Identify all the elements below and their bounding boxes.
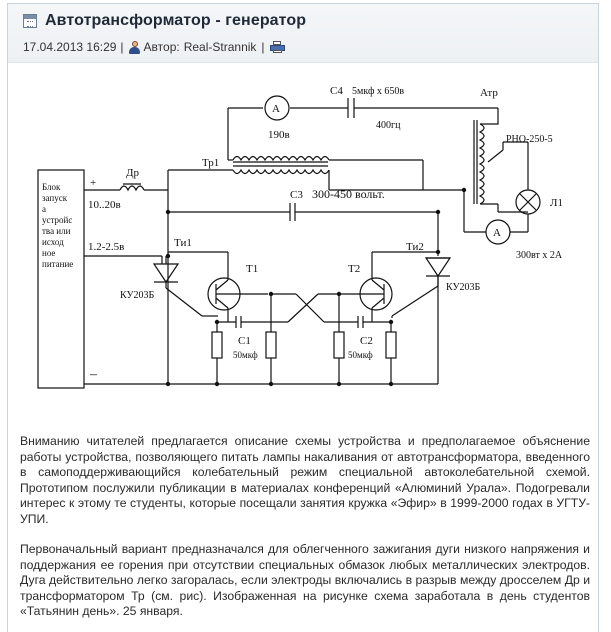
- calendar-icon: [23, 14, 37, 28]
- lamp-label: Л1: [550, 197, 563, 209]
- ammeter-label: A: [493, 227, 501, 239]
- ammeter-label: A: [272, 103, 280, 115]
- autotransformer-label: Атр: [480, 87, 498, 99]
- c3-value: 300-450 вольт.: [312, 187, 385, 201]
- c1-value: 50мкф: [233, 350, 258, 360]
- thyristor1-model: КУ203Б: [120, 290, 155, 301]
- thyristor2-label: Ти2: [406, 241, 424, 253]
- block-label-line: Блок: [42, 182, 61, 192]
- transistor2-label: Т2: [348, 263, 361, 275]
- title-row: [23, 12, 306, 30]
- plus-label: +: [90, 177, 97, 189]
- c3-label: С3: [290, 189, 303, 201]
- article-paragraph: Первоначальный вариант предназначался для облегченного зажигания дуги низкого напряжения и поддержания ее горения при отсутствии специальных обмазок любых металлических электродов. Дуга действительно легко загоралась, если электроды включались в разрыв между дросселем Др и трансформатором Тр (см. рис). Изображенная на рисунке схема заработала в день студентов «Татьянин день». 25 января.: [20, 542, 590, 619]
- transistor1-label: Т1: [246, 263, 259, 275]
- article-meta: [23, 40, 285, 54]
- author-name[interactable]: Real-Strannik: [183, 40, 257, 54]
- user-icon: [128, 41, 141, 54]
- c4-label: С4: [330, 85, 343, 97]
- block-label-line: ное: [42, 248, 56, 258]
- choke-label: Др: [126, 167, 140, 179]
- c4-value: 5мкф х 650в: [352, 86, 405, 97]
- frequency-label: 400гц: [376, 120, 401, 131]
- start-voltage-label: 1.2-2.5в: [88, 241, 125, 253]
- circuit-schematic: [28, 72, 598, 402]
- printer-icon[interactable]: [270, 41, 285, 53]
- meta-separator: |: [261, 40, 265, 54]
- meta-separator: |: [120, 40, 124, 54]
- block-label-line: исход: [42, 237, 64, 247]
- thyristor1-label: Ти1: [174, 237, 192, 249]
- winding-voltage-label: 190в: [268, 129, 290, 141]
- article-paragraph: Вниманию читателей предлагается описание схемы устройства и предполагаемое объяснение работы устройства, позволяющего питать лампы накаливания от автотрансформатора, введенного в самоподдерживающийся колебательный режим специальной автоколебательной схемой. Прототипом послужили публикации в материалах конференций «Алюминий Урала». Подогревали интерес к этому те студенты, которые посещали занятия кружка «Эфир» в 1999-2000 годах в УГТУ-УПИ.: [20, 434, 590, 526]
- supply-voltage-label: 10..20в: [88, 199, 121, 211]
- article-panel: [7, 3, 599, 632]
- c2-label: С2: [360, 335, 373, 347]
- autotransformer-model: РНО-250-5: [506, 134, 553, 145]
- block-label-line: а: [42, 204, 46, 214]
- c1-label: С1: [238, 335, 251, 347]
- minus-label: –: [90, 367, 97, 382]
- author-label: Автор:: [143, 40, 180, 54]
- block-label-line: питание: [42, 259, 74, 269]
- lamp-rating: 300вт х 2А: [516, 250, 563, 261]
- block-label-line: тва или: [42, 226, 71, 236]
- c2-value: 50мкф: [348, 350, 373, 360]
- thyristor2-model: КУ203Б: [446, 282, 481, 293]
- article-title[interactable]: Автотрансформатор - генератор: [45, 12, 307, 29]
- block-label-line: запуск: [42, 193, 68, 203]
- article-header: [8, 4, 598, 63]
- transformer-label: Тр1: [202, 157, 220, 169]
- article-date: 17.04.2013 16:29: [23, 40, 117, 54]
- block-label-line: устройс: [42, 215, 73, 225]
